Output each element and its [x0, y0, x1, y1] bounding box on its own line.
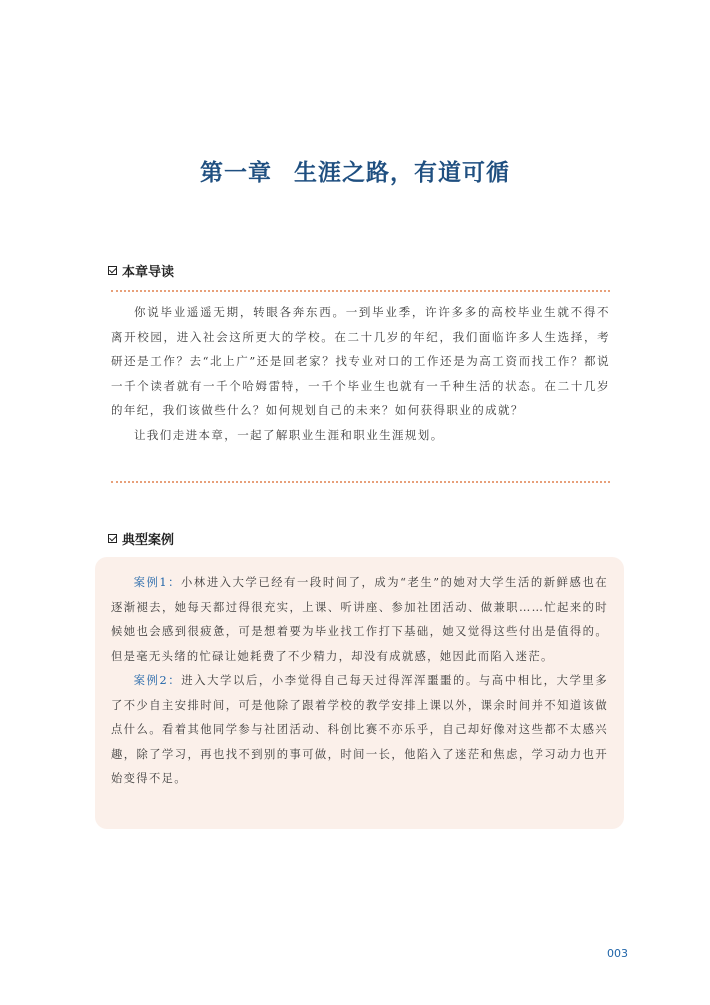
intro-paragraph-2: 让我们走进本章，一起了解职业生涯和职业生涯规划。 — [134, 427, 444, 442]
page-number: 003 — [607, 947, 628, 960]
intro-heading-text: 本章导读 — [122, 264, 175, 280]
case-label-1: 案例1： — [133, 576, 182, 589]
case-heading-text: 典型案例 — [122, 532, 175, 548]
chapter-number: 第一章 — [200, 159, 272, 186]
chapter-title — [0, 154, 710, 187]
checkbox-check-icon — [108, 266, 117, 275]
case-section-heading — [108, 528, 174, 548]
intro-paragraph-1: 你说毕业遥遥无期，转眼各奔东西。一到毕业季，许许多多的高校毕业生就不得不离开校园，进入社会这所更大的学校。在二十几岁的年纪，我们面临许多人生选择，考研还是工作？去“北上广”还是回老家？找专业对口的工作还是为高工资而找工作？都说一千个读者就有一千个哈姆雷特，一千个毕业生也就有一千种生活的状态。在二十几岁的年纪，我们该做些什么？如何规划自己的未来？如何获得职业的成就？ — [111, 305, 610, 417]
case-box — [95, 557, 624, 829]
case-text-2: 进入大学以后，小李觉得自己每天过得浑浑噩噩的。与高中相比，大学里多了不少自主安排时间，可是他除了跟着学校的教学安排上课以外，课余时间并不知道该做点什么。看着其他同学参与社团活动、科创比赛不亦乐乎，自己却好像对这些都不太感兴趣，除了学习，再也找不到别的事可做，时间一长，他陷入了迷茫和焦虑，学习动力也开始变得不足。 — [111, 674, 608, 785]
checkbox-check-icon — [108, 534, 117, 543]
intro-bottom-divider — [111, 481, 610, 483]
case-text-1: 小林进入大学已经有一段时间了，成为“老生”的她对大学生活的新鲜感也在逐渐褪去，她每天都过得很充实，上课、听讲座、参加社团活动、做兼职……忙起来的时候她也会感到很疲惫，可是想着要为毕业找工作打下基础，她又觉得这些付出是值得的。但是毫无头绪的忙碌让她耗费了不少精力，却没有成就感，她因此而陷入迷茫。 — [111, 576, 608, 663]
case-paragraph-2 — [111, 669, 608, 792]
chapter-title-text: 生涯之路，有道可循 — [294, 159, 510, 186]
case-label-2: 案例2： — [133, 674, 182, 687]
intro-body — [111, 300, 610, 447]
intro-section-heading — [108, 260, 174, 280]
case-paragraph-1 — [111, 571, 608, 669]
intro-top-divider — [111, 290, 610, 292]
